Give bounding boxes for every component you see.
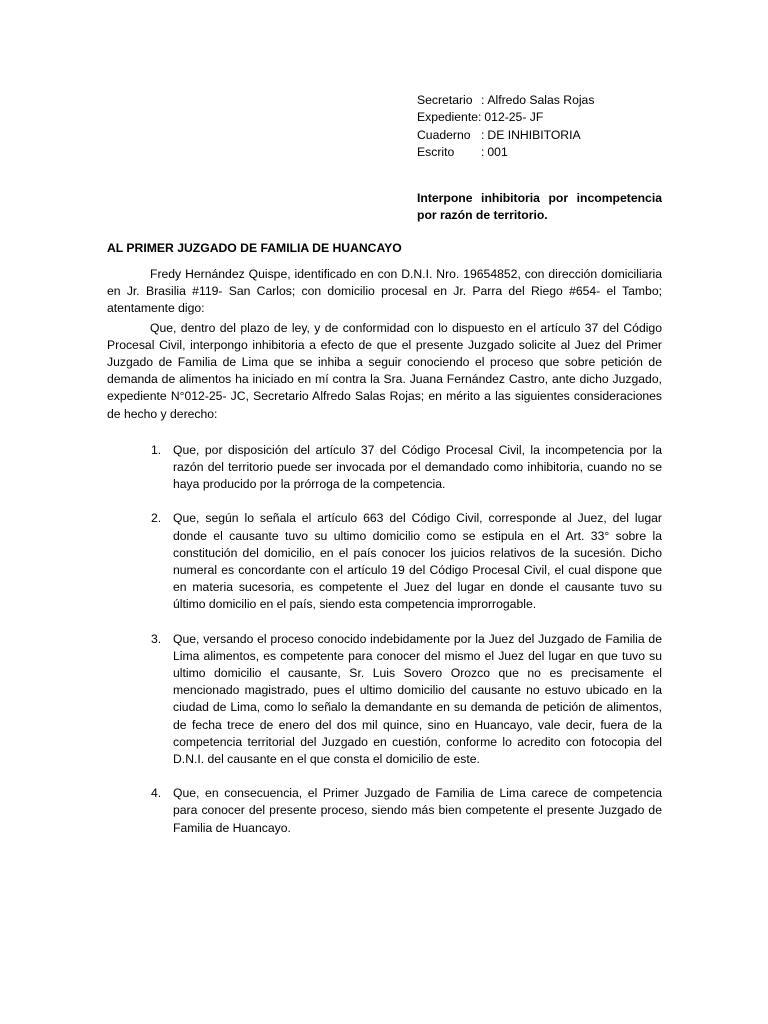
header-value: 012-25- JF xyxy=(484,110,544,125)
petition-paragraph: Que, dentro del plazo de ley, y de conformidad con lo dispuesto en el artículo 37 del Código Procesal Civil, interpongo inhibitoria a efecto de que el presente Juzgado solicite al Juez del Primer Juzgado de Familia de Lima que se inhiba a seguir conociendo el proceso que sobre petición de demanda de alimentos ha iniciado en mí contra la Sra. Juana Fernández Castro, ante dicho Juzgado, expediente N°012-25- JC, Secretario Alfredo Salas Rojas; en mérito a las siguientes consideraciones de hecho y derecho: xyxy=(107,320,662,421)
header-label: Expediente xyxy=(417,110,478,125)
list-item xyxy=(107,785,662,837)
header-row-expediente: Expediente : 012-25- JF xyxy=(417,109,667,126)
case-header xyxy=(417,92,667,161)
list-item xyxy=(107,442,662,494)
list-item-text: Que, por disposición del artículo 37 del Código Procesal Civil, la incompetencia por la razón del territorio puede ser invocada por el demandado como inhibitoria, cuando no se haya producido por la prórroga de la competencia. xyxy=(173,442,662,492)
header-label: Cuaderno xyxy=(417,127,471,142)
header-row-cuaderno: Cuaderno : DE INHIBITORIA xyxy=(417,127,667,144)
header-value: DE INHIBITORIA xyxy=(487,127,581,142)
considerations-list xyxy=(107,442,662,837)
header-value: 001 xyxy=(487,144,508,159)
header-label: Escrito xyxy=(417,144,455,159)
header-row-escrito: Escrito : 001 xyxy=(417,144,667,161)
list-item-number: 4. xyxy=(151,786,162,801)
list-item-text: Que, en consecuencia, el Primer Juzgado de Familia de Lima carece de competencia para conocer del presente proceso, siendo más bien competente el presente Juzgado de Familia de Huancayo. xyxy=(173,786,662,835)
list-item xyxy=(107,631,662,769)
summary-title: Interpone inhibitoria por incompetencia por razón de territorio. xyxy=(417,191,662,223)
list-item-text: Que, según lo señala el artículo 663 del Código Civil, corresponde al Juez, del lugar donde el causante tuvo su ultimo domicilio como se estipula en el Art. 33° sobre la constitución del domicilio, en el país conocer los juicios relativos de la sucesión. Dicho numeral es concordante con el artículo 19 del Código Procesal Civil, el cual dispone que en materia sucesoria, es competente el Juez del lugar en donde el causante tuvo su último domicilio en el país, siendo esta competencia improrrogable. xyxy=(173,511,662,612)
document-body xyxy=(107,266,662,854)
header-value: Alfredo Salas Rojas xyxy=(487,93,595,107)
list-item xyxy=(107,510,662,613)
list-item-number: 1. xyxy=(151,442,162,457)
intro-paragraph: Fredy Hernández Quispe, identificado en con D.N.I. Nro. 19654852, con dirección domiciliaria en Jr. Brasilia #119- San Carlos; con domicilio procesal en Jr. Parra del Riego #654- el Tambo; atentamente digo: xyxy=(107,267,662,316)
list-item-number: 3. xyxy=(151,631,162,646)
header-label: Secretario xyxy=(417,93,473,107)
list-item-text: Que, versando el proceso conocido indebidamente por la Juez del Juzgado de Familia de Lima alimentos, es competente para conocer del mismo el Juez del lugar en que tuvo su ultimo domicilio el causante, Sr. Luis Sovero Orozco que no es precisamente el mencionado magistrado, pues el ultimo domicilio del causante no estuvo ubicado en la ciudad de Lima, como lo señalo la demandante en su demanda de petición de alimentos, de fecha trece de enero del dos mil quince, sino en Huancayo, vale decir, fuera de la competencia territorial del Juzgado en cuestión, conforme lo acredito con fotocopia del D.N.I. del causante en el que consta el domicilio de este. xyxy=(173,631,662,767)
list-item-number: 2. xyxy=(151,511,162,526)
header-row-secretario: Secretario : Alfredo Salas Rojas xyxy=(417,92,667,109)
addressee: AL PRIMER JUZGADO DE FAMILIA DE HUANCAYO xyxy=(107,241,402,255)
